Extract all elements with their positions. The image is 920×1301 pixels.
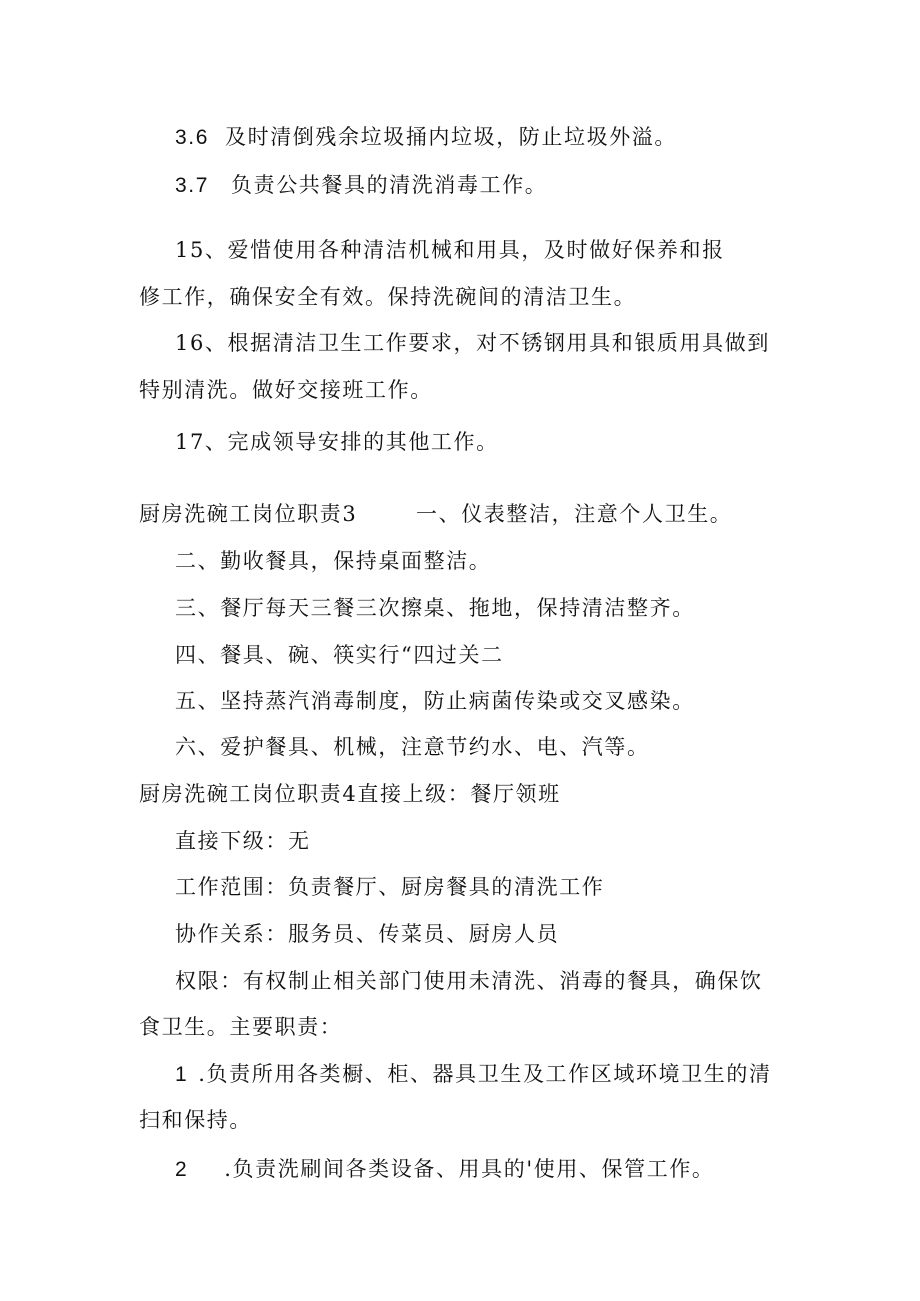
item-17: 17、完成领导安排的其他工作。 [175, 430, 499, 454]
section-4-scope: 工作范围：负责餐厅、厨房餐具的清洗工作 [175, 875, 605, 899]
item-3-6 [175, 123, 677, 152]
duty-number: 1 [175, 1063, 189, 1086]
item-16-line2: 特别清洗。做好交接班工作。 [139, 378, 433, 402]
item-15-line2: 修工作，确保安全有效。保持洗碗间的清洁卫生。 [139, 285, 637, 309]
item-number: 3.6 [175, 126, 209, 149]
duty-1-line2: 扫和保持。 [139, 1108, 252, 1132]
section-4-authority-line1: 权限：有权制止相关部门使用未清洗、消毒的餐具，确保饮 [175, 969, 763, 993]
duty-text: .负责所用各类橱、柜、器具卫生及工作区域环境卫生的清 [198, 1062, 772, 1086]
section-4-subordinate: 直接下级：无 [175, 829, 311, 853]
duty-number: 2 [175, 1158, 189, 1181]
section-3-item-3: 三、餐厅每天三餐三次擦桌、拖地，保持清洁整齐。 [175, 596, 695, 620]
section-3-item-5: 五、坚持蒸汽消毒制度，防止病菌传染或交叉感染。 [175, 689, 695, 713]
section-4-title: 厨房洗碗工岗位职责4直接上级：餐厅领班 [139, 782, 561, 806]
duty-1-line1 [175, 1060, 772, 1089]
item-text: 及时清倒残余垃圾捅内垃圾，防止垃圾外溢。 [225, 125, 677, 149]
duty-2 [175, 1155, 715, 1184]
item-text: 负责公共餐具的清洗消毒工作。 [231, 173, 548, 197]
item-16-line1: 16、根据清洁卫生工作要求，对不锈钢用具和银质用具做到 [175, 331, 770, 355]
item-3-7 [175, 171, 547, 200]
section-3-item-2: 二、勤收餐具，保持桌面整洁。 [175, 549, 492, 573]
section-4-authority-line2: 食卫生。主要职责： [139, 1015, 343, 1039]
section-3-item-6: 六、爱护餐具、机械，注意节约水、电、汽等。 [175, 735, 650, 759]
section-4-cooperation: 协作关系：服务员、传菜员、厨房人员 [175, 922, 560, 946]
section-3-item-4: 四、餐具、碗、筷实行“四过关二 [175, 643, 504, 667]
item-15-line1: 15、爱惜使用各种清洁机械和用具，及时做好保养和报 [175, 238, 725, 262]
duty-text: .负责洗刷间各类设备、用具的'使用、保管工作。 [224, 1157, 715, 1181]
item-number: 3.7 [175, 174, 209, 197]
section-3-title: 厨房洗碗工岗位职责3 [139, 502, 358, 526]
section-3-item-1: 一、仪表整洁，注意个人卫生。 [416, 502, 733, 526]
